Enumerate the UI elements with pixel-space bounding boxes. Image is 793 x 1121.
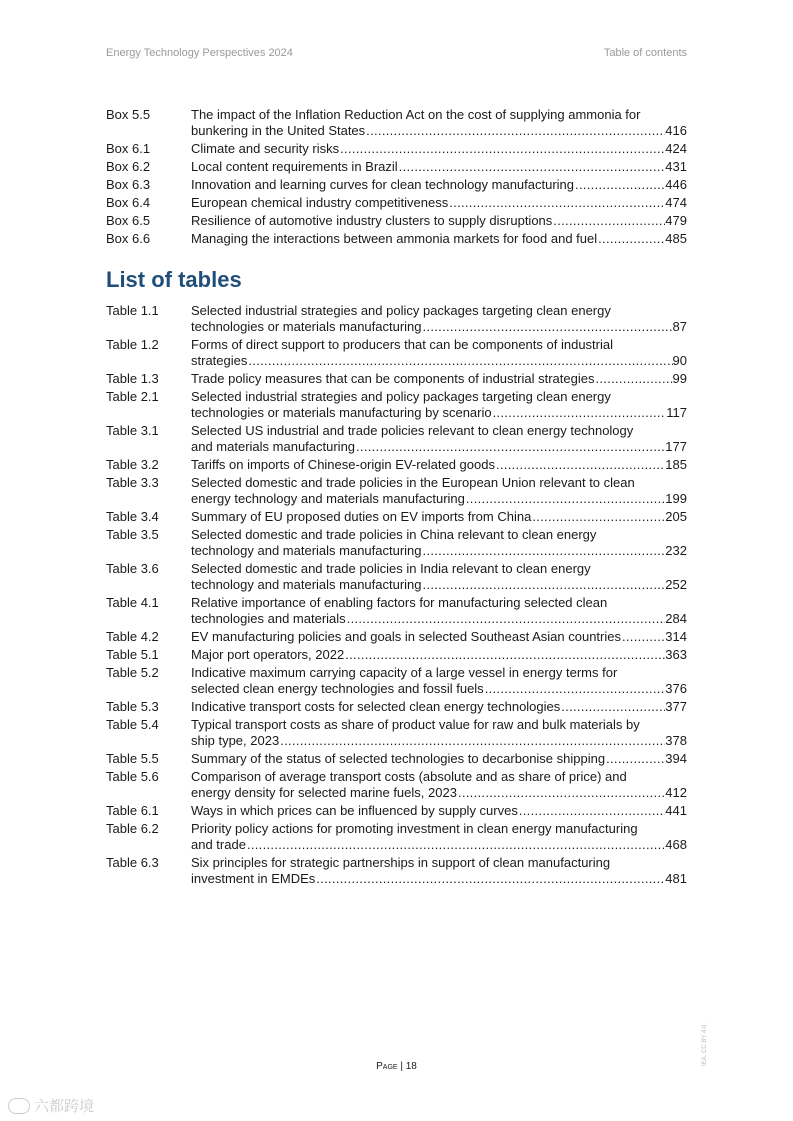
entry-title [191, 769, 687, 801]
entry-title [191, 647, 687, 663]
dot-leader [594, 371, 672, 387]
entry-title-line: Summary of the status of selected technologies to decarbonise shipping [191, 751, 606, 766]
dot-leader [247, 353, 672, 369]
page-footer [0, 1061, 793, 1072]
entry-title-line: Summary of EU proposed duties on EV imports from China [191, 509, 532, 524]
box-entry[interactable] [106, 141, 687, 157]
entry-label: Table 5.1 [106, 647, 159, 662]
footer-page-word: Page [376, 1061, 398, 1072]
entry-title [191, 371, 687, 387]
entry-page-number: 431 [665, 159, 687, 174]
entry-title [191, 159, 687, 175]
entry-label: Table 3.3 [106, 475, 159, 490]
table-entry[interactable] [106, 821, 687, 853]
dot-leader [621, 629, 665, 645]
dot-leader [492, 405, 667, 421]
dot-leader [355, 439, 665, 455]
table-entry[interactable] [106, 855, 687, 887]
entry-title-line: technologies and materials [191, 611, 346, 626]
entry-title-line: Resilience of automotive industry clusters to supply disruptions [191, 213, 553, 228]
dot-leader [457, 785, 665, 801]
entry-title-line: Selected US industrial and trade policies relevant to clean energy technology [191, 423, 634, 438]
list-of-tables-heading: List of tables [106, 267, 242, 292]
entry-page-number: 90 [672, 353, 687, 368]
entry-title [191, 337, 687, 369]
entry-page-number: 232 [665, 543, 687, 558]
entry-title [191, 213, 687, 229]
entry-title-line: Local content requirements in Brazil [191, 159, 398, 174]
entry-label: Table 1.2 [106, 337, 159, 352]
entry-title [191, 699, 687, 715]
entry-title [191, 595, 687, 627]
dot-leader [246, 837, 665, 853]
box-entry[interactable] [106, 107, 687, 139]
entry-page-number: 378 [665, 733, 687, 748]
entry-page-number: 376 [665, 681, 687, 696]
entry-label: Table 2.1 [106, 389, 159, 404]
entry-title-line: Tariffs on imports of Chinese-origin EV-related goods [191, 457, 495, 472]
entry-title-line: strategies [191, 353, 248, 368]
entry-title-line: Typical transport costs as share of product value for raw and bulk materials by [191, 717, 640, 732]
dot-leader [484, 681, 666, 697]
dot-leader [398, 159, 666, 175]
entry-label: Box 6.5 [106, 213, 151, 228]
entry-label: Table 1.3 [106, 371, 159, 386]
dot-leader [495, 457, 665, 473]
entry-label: Box 6.4 [106, 195, 151, 210]
table-entry[interactable] [106, 371, 687, 387]
dot-leader [422, 543, 666, 559]
entry-label: Table 4.2 [106, 629, 159, 644]
entry-label: Box 6.1 [106, 141, 151, 156]
entry-title-line: selected clean energy technologies and fossil fuels [191, 681, 484, 696]
entry-title-line: European chemical industry competitiveness [191, 195, 449, 210]
table-entry[interactable] [106, 751, 687, 767]
entry-title-line: technology and materials manufacturing [191, 543, 422, 558]
entry-page-number: 284 [665, 611, 687, 626]
entry-title-line: Managing the interactions between ammonia markets for food and fuel [191, 231, 598, 246]
entry-title-line: Major port operators, 2022 [191, 647, 345, 662]
watermark [8, 1095, 94, 1116]
table-list [106, 303, 687, 889]
entry-title-line: Comparison of average transport costs (absolute and as share of price) and [191, 769, 627, 784]
entry-title-line: technology and materials manufacturing [191, 577, 422, 592]
table-entry[interactable] [106, 457, 687, 473]
entry-page-number: 446 [665, 177, 687, 192]
footer-separator: | [400, 1061, 403, 1072]
entry-title [191, 107, 687, 139]
entry-title [191, 303, 687, 335]
watermark-logo-icon [8, 1098, 30, 1114]
entry-title [191, 717, 687, 749]
entry-title [191, 195, 687, 211]
entry-title-line: Relative importance of enabling factors for manufacturing selected clean [191, 595, 608, 610]
entry-label: Box 6.6 [106, 231, 151, 246]
entry-label: Box 6.3 [106, 177, 151, 192]
entry-label: Table 3.2 [106, 457, 159, 472]
entry-page-number: 474 [665, 195, 687, 210]
entry-title [191, 751, 687, 767]
entry-title-line: Six principles for strategic partnerships in support of clean manufacturing [191, 855, 611, 870]
entry-title-line: Climate and security risks [191, 141, 340, 156]
entry-page-number: 117 [666, 405, 687, 420]
entry-page-number: 87 [672, 319, 687, 334]
dot-leader [518, 803, 665, 819]
entry-title [191, 423, 687, 455]
dot-leader [339, 141, 665, 157]
entry-title-line: Selected domestic and trade policies in India relevant to clean energy [191, 561, 591, 576]
entry-page-number: 468 [665, 837, 687, 852]
entry-title [191, 803, 687, 819]
entry-page-number: 177 [665, 439, 687, 454]
entry-page-number: 252 [665, 577, 687, 592]
table-entry[interactable] [106, 665, 687, 697]
entry-label: Box 6.2 [106, 159, 151, 174]
entry-title-line: investment in EMDEs [191, 871, 316, 886]
entry-title [191, 141, 687, 157]
entry-title [191, 457, 687, 473]
entry-title-line: Selected domestic and trade policies in the European Union relevant to clean [191, 475, 635, 490]
entry-title-line: The impact of the Inflation Reduction Act on the cost of supplying ammonia for [191, 107, 641, 122]
entry-page-number: 485 [665, 231, 687, 246]
entry-page-number: 412 [665, 785, 687, 800]
table-entry[interactable] [106, 389, 687, 421]
dot-leader [531, 509, 665, 525]
dot-leader [422, 577, 666, 593]
entry-label: Table 5.4 [106, 717, 159, 732]
entry-label: Table 5.3 [106, 699, 159, 714]
entry-title-line: Selected domestic and trade policies in China relevant to clean energy [191, 527, 597, 542]
entry-label: Table 1.1 [106, 303, 159, 318]
entry-title-line: Selected industrial strategies and policy packages targeting clean energy [191, 303, 611, 318]
entry-label: Table 5.2 [106, 665, 159, 680]
entry-label: Table 3.5 [106, 527, 159, 542]
table-entry[interactable] [106, 303, 687, 335]
entry-title [191, 561, 687, 593]
entry-label: Table 4.1 [106, 595, 159, 610]
entry-title-line: and materials manufacturing [191, 439, 356, 454]
entry-title [191, 821, 687, 853]
entry-title [191, 665, 687, 697]
entry-title [191, 177, 687, 193]
box-entry[interactable] [106, 231, 687, 247]
entry-title-line: Trade policy measures that can be components of industrial strategies [191, 371, 595, 386]
entry-title-line: technologies or materials manufacturing [191, 319, 422, 334]
entry-page-number: 424 [665, 141, 687, 156]
entry-page-number: 205 [665, 509, 687, 524]
entry-page-number: 363 [665, 647, 687, 662]
table-entry[interactable] [106, 561, 687, 593]
entry-title-line: Innovation and learning curves for clean technology manufacturing [191, 177, 575, 192]
entry-title-line: Indicative maximum carrying capacity of a large vessel in energy terms for [191, 665, 618, 680]
table-entry[interactable] [106, 769, 687, 801]
table-entry[interactable] [106, 423, 687, 455]
table-entry[interactable] [106, 475, 687, 507]
entry-title-line: EV manufacturing policies and goals in selected Southeast Asian countries [191, 629, 621, 644]
dot-leader [315, 871, 665, 887]
entry-title-line: energy density for selected marine fuels, 2023 [191, 785, 457, 800]
dot-leader [448, 195, 665, 211]
table-entry[interactable] [106, 527, 687, 559]
entry-title-line: Ways in which prices can be influenced by supply curves [191, 803, 518, 818]
entry-page-number: 479 [665, 213, 687, 228]
watermark-text: 六都跨境 [34, 1098, 95, 1115]
entry-label: Table 5.5 [106, 751, 159, 766]
entry-label: Table 3.6 [106, 561, 159, 576]
entry-title [191, 389, 687, 421]
entry-title-line: ship type, 2023 [191, 733, 280, 748]
entry-page-number: 394 [665, 751, 687, 766]
table-entry[interactable] [106, 595, 687, 627]
entry-label: Table 3.1 [106, 423, 159, 438]
entry-title [191, 231, 687, 247]
entry-label: Table 3.4 [106, 509, 159, 524]
entry-title-line: Indicative transport costs for selected clean energy technologies [191, 699, 561, 714]
entry-title-line: bunkering in the United States [191, 123, 366, 138]
entry-title-line: Forms of direct support to producers that can be components of industrial [191, 337, 613, 352]
table-entry[interactable] [106, 699, 687, 715]
dot-leader [422, 319, 673, 335]
entry-page-number: 441 [665, 803, 687, 818]
table-entry[interactable] [106, 717, 687, 749]
header-doc-title: Energy Technology Perspectives 2024 [106, 47, 293, 59]
entry-title [191, 475, 687, 507]
entry-page-number: 185 [665, 457, 687, 472]
dot-leader [605, 751, 665, 767]
dot-leader [346, 611, 666, 627]
entry-page-number: 199 [665, 491, 687, 506]
dot-leader [344, 647, 665, 663]
table-entry[interactable] [106, 803, 687, 819]
entry-label: Box 5.5 [106, 107, 151, 122]
table-entry[interactable] [106, 509, 687, 525]
header-section: Table of contents [603, 47, 687, 59]
dot-leader [574, 177, 665, 193]
entry-page-number: 99 [672, 371, 687, 386]
entry-title [191, 509, 687, 525]
entry-page-number: 416 [665, 123, 687, 138]
footer-page-number: 18 [405, 1061, 417, 1072]
entry-page-number: 377 [665, 699, 687, 714]
entry-title-line: Selected industrial strategies and policy packages targeting clean energy [191, 389, 611, 404]
entry-title [191, 527, 687, 559]
entry-label: Table 5.6 [106, 769, 159, 784]
box-entry[interactable] [106, 159, 687, 175]
dot-leader [279, 733, 665, 749]
entry-label: Table 6.1 [106, 803, 159, 818]
entry-title [191, 629, 687, 645]
box-entry[interactable] [106, 195, 687, 211]
table-entry[interactable] [106, 337, 687, 369]
dot-leader [465, 491, 665, 507]
entry-label: Table 6.2 [106, 821, 159, 836]
entry-label: Table 6.3 [106, 855, 159, 870]
table-entry[interactable] [106, 629, 687, 645]
box-entry[interactable] [106, 213, 687, 229]
entry-title [191, 855, 687, 887]
entry-page-number: 481 [665, 871, 687, 886]
entry-title-line: energy technology and materials manufacturing [191, 491, 465, 506]
table-entry[interactable] [106, 647, 687, 663]
dot-leader [365, 123, 665, 139]
license-stamp: IEA. CC BY 4.0. [702, 1023, 708, 1066]
box-list [106, 107, 687, 249]
entry-title-line: Priority policy actions for promoting investment in clean energy manufacturing [191, 821, 638, 836]
box-entry[interactable] [106, 177, 687, 193]
entry-page-number: 314 [665, 629, 687, 644]
dot-leader [552, 213, 665, 229]
dot-leader [597, 231, 665, 247]
entry-title-line: technologies or materials manufacturing by scenario [191, 405, 492, 420]
entry-title-line: and trade [191, 837, 246, 852]
dot-leader [560, 699, 665, 715]
